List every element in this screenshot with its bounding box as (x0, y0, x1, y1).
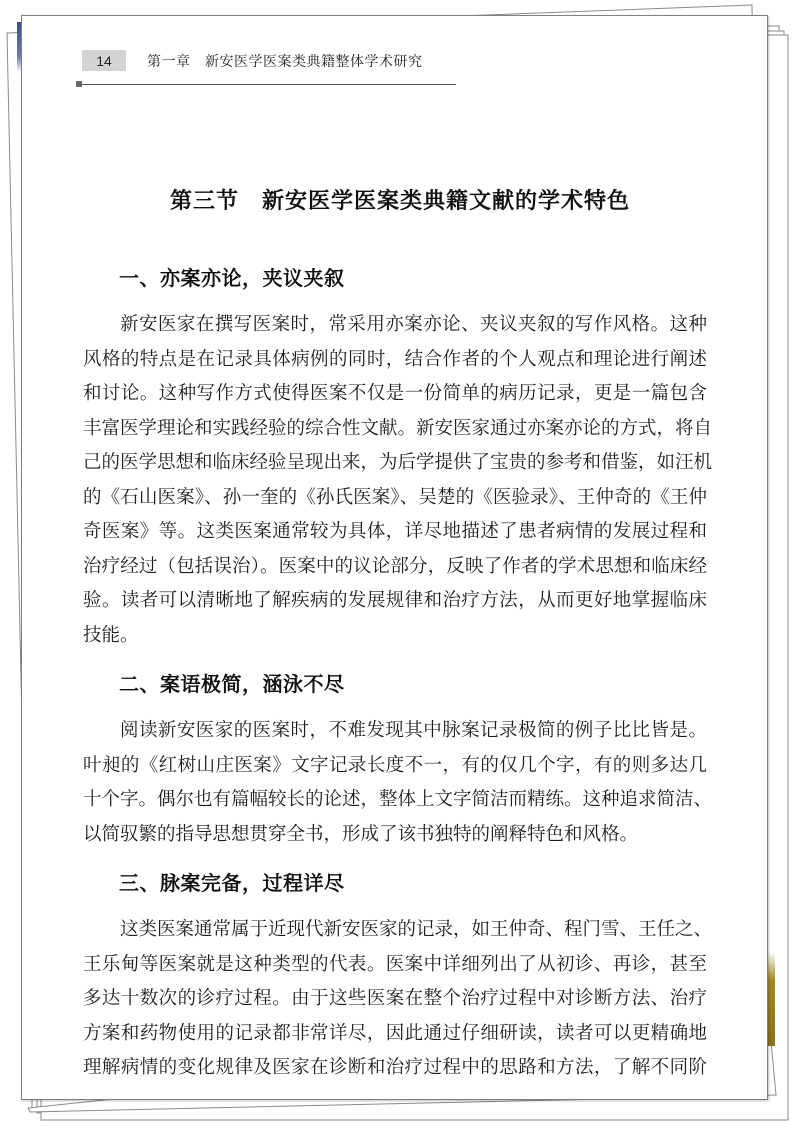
text-line: 理解病情的变化规律及医家在诊断和治疗过程中的思路和方法，了解不同阶 (83, 1057, 707, 1078)
text-line: 和讨论。这种写作方式使得医案不仅是一份简单的病历记录，更是一篇包含 (83, 383, 707, 404)
text-line: 王乐甸等医案就是这种类型的代表。医案中详细列出了从初诊、再诊，甚至 (83, 953, 707, 975)
text-line: 验。读者可以清晰地了解疾病的发展规律和治疗方法，从而更好地掌握临床 (83, 590, 707, 611)
text-line: 多达十数次的诊疗过程。由于这些医案在整个治疗过程中对诊断方法、治疗 (83, 988, 707, 1009)
paragraph-1 (83, 308, 713, 653)
header-rule (80, 84, 456, 85)
text-line: 以简驭繁的指导思想贯穿全书，形成了该书独特的阐释特色和风格。 (83, 823, 639, 845)
text-line: 叶昶的《红树山庄医案》文字记录长度不一，有的仅几个字，有的则多达几 (83, 754, 707, 776)
paragraph-2 (83, 714, 713, 852)
running-head (82, 50, 423, 71)
text-line: 方案和药物使用的记录都非常详尽，因此通过仔细研读，读者可以更精确地 (83, 1022, 707, 1044)
text-line: 阅读新安医家的医案时，不难发现其中脉案记录极简的例子比比皆是。 (120, 720, 707, 741)
olive-bookmark-accent (768, 952, 775, 1046)
text-line: 这类医案通常属于近现代新安医家的记录，如王仲奇、程门雪、王任之、 (120, 919, 713, 940)
text-line: 治疗经过（包括误治）。医案中的议论部分，反映了作者的学术思想和临床经 (83, 555, 707, 577)
paragraph-3 (83, 913, 713, 1086)
subheading-1: 一、亦案亦论，夹议夹叙 (119, 266, 345, 290)
text-line: 奇医案》等。这类医案通常较为具体，详尽地描述了患者病情的发展过程和 (83, 521, 707, 542)
text-line: 新安医家在撰写医案时，常采用亦案亦论、夹议夹叙的写作风格。这种 (120, 314, 707, 335)
text-line: 的《石山医案》、孙一奎的《孙氏医案》、吴楚的《医验录》、王仲奇的《王仲 (83, 486, 707, 508)
text-line: 丰富医学理论和实践经验的综合性文献。新安医家通过亦案亦论的方式，将自 (83, 417, 713, 439)
page-number: 14 (82, 50, 126, 71)
text-line: 十个字。偶尔也有篇幅较长的论述，整体上文字简洁而精练。这种追求简洁、 (83, 789, 713, 810)
section-title: 第三节 新安医学医案类典籍文献的学术特色 (169, 188, 630, 214)
subheading-3: 三、脉案完备，过程详尽 (119, 871, 345, 895)
chapter-title: 第一章 新安医学医案类典籍整体学术研究 (147, 53, 423, 70)
text-line: 技能。 (83, 624, 139, 646)
text-line: 己的医学思想和临床经验呈现出来，为后学提供了宝贵的参考和借鉴，如汪机 (83, 452, 713, 473)
text-line: 风格的特点是在记录具体病例的同时，结合作者的个人观点和理论进行阐述 (83, 348, 707, 370)
subheading-2: 二、案语极简，涵泳不尽 (119, 672, 345, 696)
